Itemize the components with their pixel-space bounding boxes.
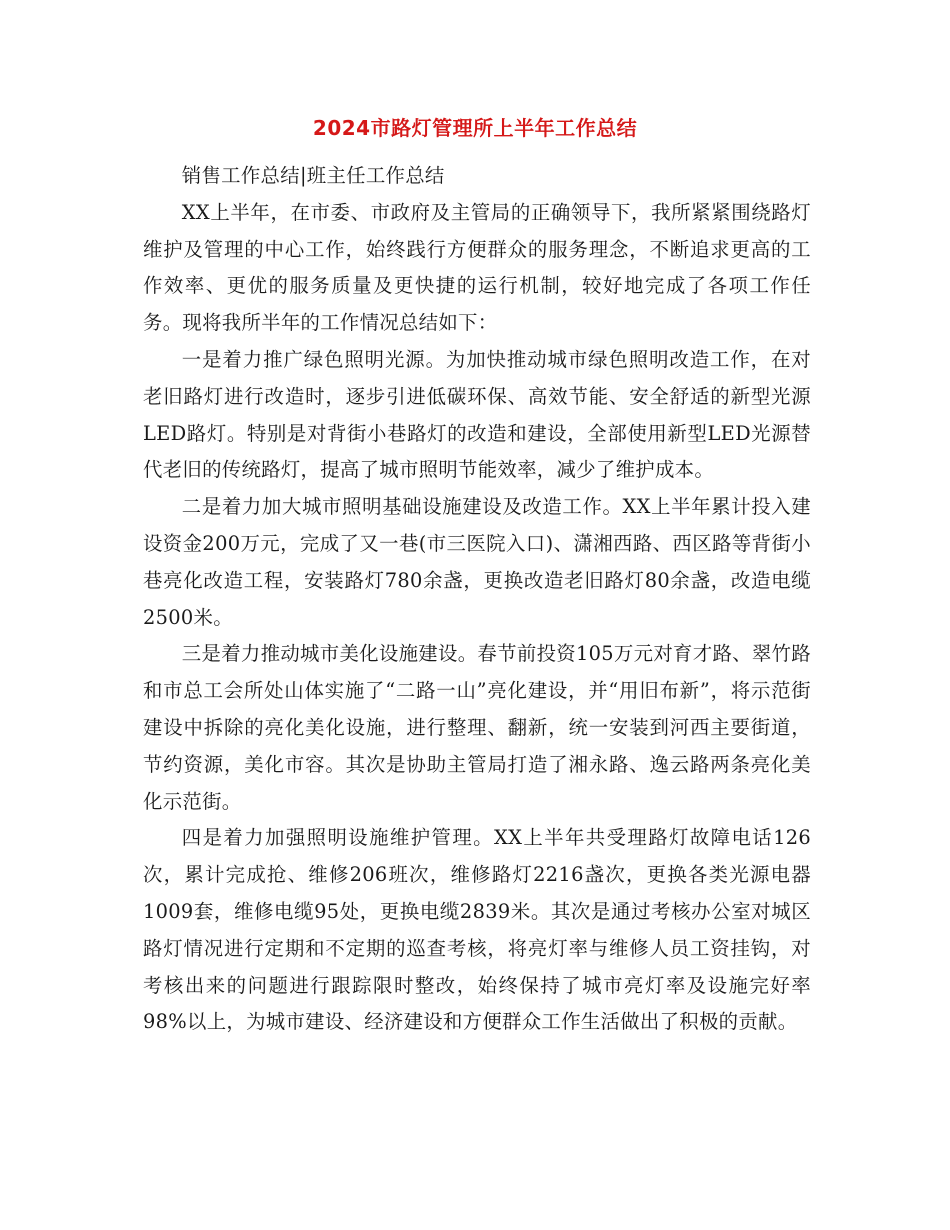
paragraph-beautification: 三是着力推动城市美化设施建设。春节前投资105万元对育才路、翠竹路和市总工会所处山体实施了“二路一山”亮化建设，并“用旧布新”，将示范街建设中拆除的亮化美化设施，进行整理、翻新，统一安装到河西主要街道，节约资源，美化市容。其次是协助主管局打造了湘永路、逸云路两条亮化美化示范街。 [143, 642, 811, 813]
paragraph-categories: 销售工作总结|班主任工作总结 [181, 164, 445, 187]
paragraph-green-lighting: 一是着力推广绿色照明光源。为加快推动城市绿色照明改造工作，在对老旧路灯进行改造时，逐步引进低碳环保、高效节能、安全舒适的新型光源LED路灯。特别是对背街小巷路灯的改造和建设，全部使用新型LED光源替代老旧的传统路灯，提高了城市照明节能效率，减少了维护成本。 [143, 347, 811, 482]
document-title: 2024市路灯管理所上半年工作总结 [312, 116, 638, 140]
paragraph-intro: XX上半年，在市委、市政府及主管局的正确领导下，我所紧紧围绕路灯维护及管理的中心工作，始终践行方便群众的服务理念，不断追求更高的工作效率、更优的服务质量及更快捷的运行机制，较好地完成了各项工作任务。现将我所半年的工作情况总结如下： [143, 200, 811, 335]
paragraph-maintenance: 四是着力加强照明设施维护管理。XX上半年共受理路灯故障电话126次，累计完成抢、维修206班次，维修路灯2216盏次，更换各类光源电器1009套，维修电缆95处，更换电缆2839米。其次是通过考核办公室对城区路灯情况进行定期和不定期的巡查考核，将亮灯率与维修人员工资挂钩，对考核出来的问题进行跟踪限时整改，始终保持了城市亮灯率及设施完好率98%以上，为城市建设、经济建设和方便群众工作生活做出了积极的贡献。 [143, 826, 811, 1034]
document-body [143, 158, 811, 1041]
paragraph-infrastructure: 二是着力加大城市照明基础设施建设及改造工作。XX上半年累计投入建设资金200万元，完成了又一巷(市三医院入口)、潇湘西路、西区路等背街小巷亮化改造工程，安装路灯780余盏，更换改造老旧路灯80余盏，改造电缆2500米。 [143, 495, 811, 629]
